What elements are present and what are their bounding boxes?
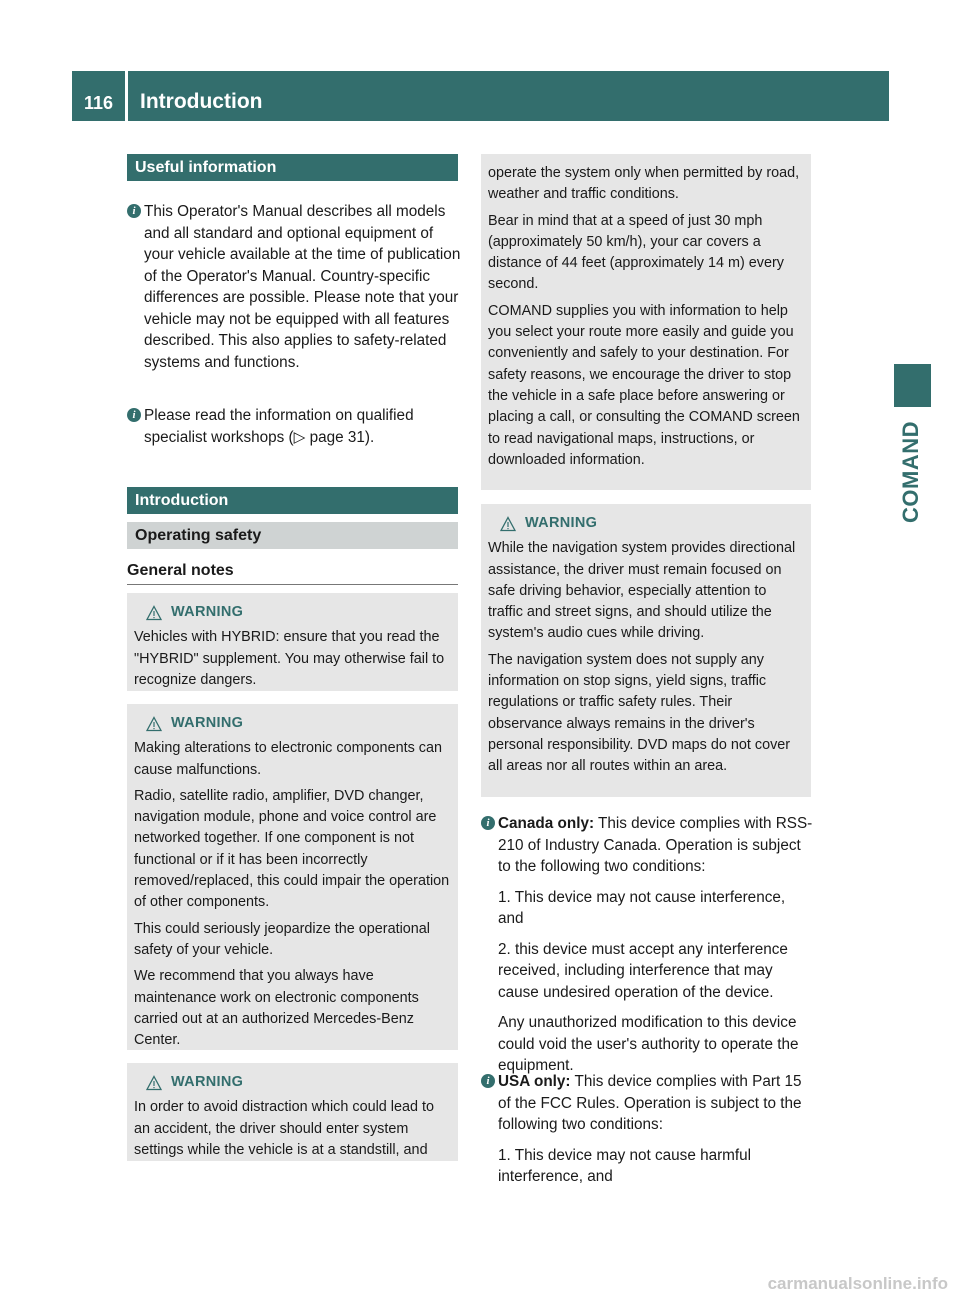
chapter-tab-marker [894,364,931,407]
warning-triangle-icon [146,1075,162,1091]
warning-box-distraction [127,1063,458,1161]
warning-text: COMAND supplies you with information to help you select your route more easily and guide you conveniently and safely to your destination. For safety reasons, we encourage the driver to stop the vehicle in a safe place before answering or placing a call, or consulting the COMAND screen to read navigational maps, instructions, or downloaded information. [488,302,800,468]
warning-text: We recommend that you always have maintenance work on electronic components carried out at an authorized Mercedes-Benz Center. [134,968,419,1049]
page-number: 116 [84,93,114,113]
info-text-span: This device complies with Part 15 of the FCC Rules. Operation is subject to the following two conditions: [498,1073,802,1133]
info-label: Canada only: [498,815,595,832]
section-bar-operating-safety: Operating safety [127,522,458,549]
info-text: 1. This device may not cause interference, and [498,888,786,927]
info-icon: i [127,408,141,422]
warning-label: WARNING [525,515,598,531]
warning-box-continued [481,154,811,490]
info-note-operators-manual [127,201,461,382]
info-text: 2. this device must accept any interference received, including interference that may cause undesired operation of the device. [498,940,788,1001]
chapter-tab [892,415,932,525]
info-text: Any unauthorized modification to this device could void the user's authority to operate the equipment. [498,1014,799,1074]
info-text: This Operator's Manual describes all models and all standard and optional equipment of your vehicle available at the time of publication of the Operator's Manual. Country-specific differences are possible. Please note that your vehicle may not be equipped with all features described. This also applies to safety-related systems and functions. [144,203,461,371]
warning-label: WARNING [171,715,244,731]
watermark: carmanualsonline.info [767,1274,948,1293]
info-label: USA only: [498,1073,571,1090]
warning-text: While the navigation system provides directional assistance, the driver must remain focused on safe driving behavior, especially attention to traffic and street signs, and should utilize the system's audio cues while driving. [488,540,796,642]
warning-text: Vehicles with HYBRID: ensure that you read the "HYBRID" supplement. You may otherwise fail to recognize dangers. [134,629,445,688]
info-note-workshops [127,405,461,457]
warning-text: The navigation system does not supply any information on stop signs, yield signs, traffic regulations or traffic safety rules. Their observance always remains in the driver's personal responsibility. DVD maps do not cover all areas nor all routes within an area. [488,651,791,775]
info-text: 1. This device may not cause harmful interference, and [498,1146,752,1185]
warning-header [146,602,452,623]
warning-text: In order to avoid distraction which could lead to an accident, the driver should enter system settings while the vehicle is at a standstill, and [134,1099,434,1158]
warning-text: This could seriously jeopardize the operational safety of your vehicle. [134,920,430,958]
info-note-usa [481,1071,814,1197]
chapter-tab-label: COMAND [898,421,923,523]
subheading-rule [127,584,458,585]
warning-triangle-icon [146,605,162,621]
subheading-general-notes: General notes [127,562,234,579]
warning-box-hybrid [127,593,458,691]
warning-label: WARNING [171,604,244,620]
section-bar-introduction: Introduction [127,487,458,514]
warning-triangle-icon [500,516,516,532]
info-text: Please read the information on qualified specialist workshops (▷ page 31). [144,407,414,446]
info-icon: i [481,816,495,830]
warning-header [146,1072,452,1093]
page-header [72,71,889,121]
warning-label: WARNING [171,1074,244,1090]
warning-box-electronics [127,704,458,1050]
warning-text: operate the system only when permitted by road, weather and traffic conditions. [488,165,800,203]
info-text [498,813,814,878]
warning-box-navigation [481,504,811,797]
header-divider [125,71,128,121]
warning-text: Bear in mind that at a speed of just 30 mph (approximately 50 km/h), your car covers a distance of 44 feet (approximately 14 m) every second. [488,212,784,293]
page-title: Introduction [140,90,263,113]
warning-text: Radio, satellite radio, amplifier, DVD changer, navigation module, phone and voice control are networked together. If one component is not functional or if it has been incorrectly removed/replaced, this could impair the operation of other components. [134,787,450,911]
section-bar-useful-information: Useful information [127,154,458,181]
info-text [498,1071,814,1136]
info-text-span: This device complies with RSS-210 of Industry Canada. Operation is subject to the following two conditions: [498,815,813,875]
warning-triangle-icon [146,716,162,732]
info-note-canada [481,813,814,1086]
warning-header [146,713,452,734]
warning-text: Making alterations to electronic components can cause malfunctions. [134,740,442,778]
info-icon: i [127,204,141,218]
warning-header [500,513,805,534]
info-icon: i [481,1074,495,1088]
